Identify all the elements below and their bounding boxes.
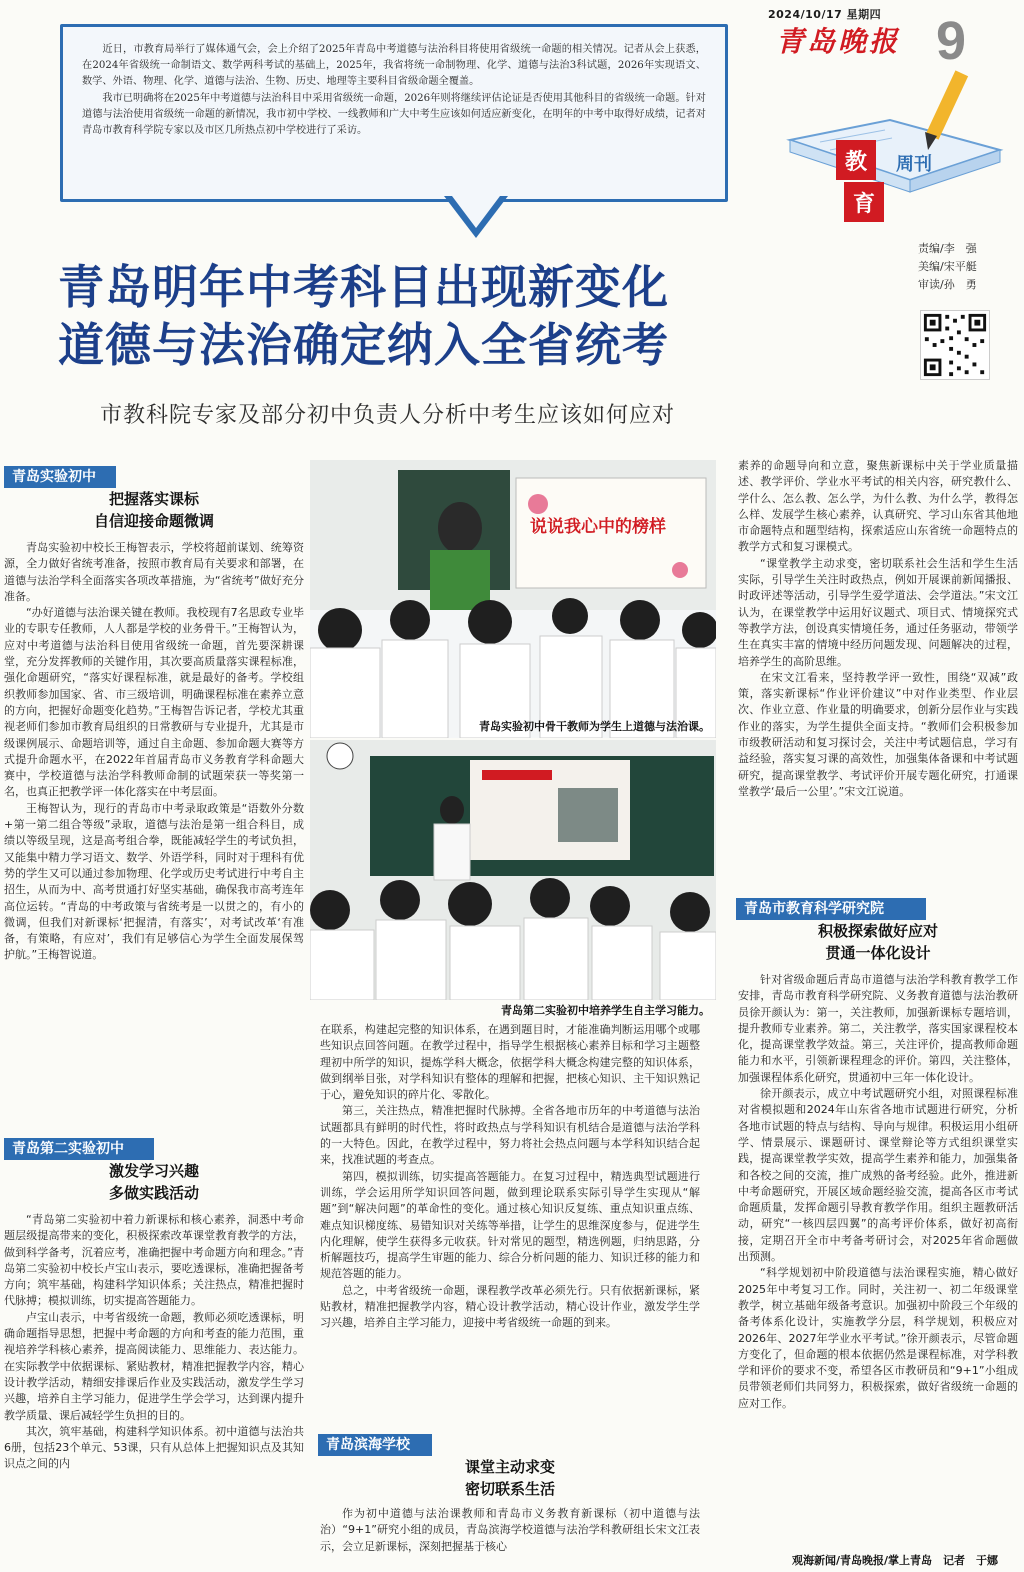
article-paragraph: 作为初中道德与法治课教师和青岛市义务教育新课标（初中道德与法治）“9+1”研究小组的成员，青岛滨海学校道德与法治学科教研组长宋文江表示，会立足新课标，深刻把握基于核心 — [320, 1507, 700, 1553]
intro-pointer-icon — [444, 196, 508, 240]
classroom-photo-1-image — [310, 460, 716, 738]
section-title-line: 多做实践活动 — [108, 1184, 199, 1202]
article-paragraph: 其次，筑牢基础，构建科学知识体系。初中道德与法治共6册，包括23个单元、53课，只有从总体上把握知识点及其知识点之间的内 — [4, 1424, 304, 1471]
section-label-jiaokeyuan: 青岛市教育科学研究院 — [736, 898, 926, 920]
section-title-jiaokeyuan — [738, 920, 1018, 964]
section-label-shiyan: 青岛实验初中 — [4, 466, 116, 488]
headline-line-1: 青岛明年中考科目出现新变化 — [58, 260, 669, 314]
article-paragraph: 王梅智认为，现行的青岛市中考录取政策是“语数外分数+第一第二组合等级”录取，道德与法治是第一组合科目，成绩以等级呈现，这是高考组合拳，既能减轻学生的考试负担，又能集中精力学习语文、数学、外语学科，同时对于理科有优势的学生又可以通过参加物理、化学或历史考试进行中考自主招生，从而为中、高考贯通打好坚实基础，确保我市高考连年高位运转。“青岛的中考政策与省统考是一以贯之的，有小的微调，但我们对新课标‘把握清，有落实’，对考试改革‘有准备，有策略，有应对’，我们有足够信心为学生全面发展保驾护航。”王梅智说道。 — [4, 801, 304, 962]
article-binhai-continued — [738, 458, 1018, 888]
article-paragraph: 第三，关注热点，精准把握时代脉搏。全省各地市历年的中考道德与法治试题都具有鲜明的时代性，将时政热点与学科知识有机结合是道德与法治学科的一大特色。因此，在教学过程中，努力将社会热点问题与本学科知识结合起来，找准试题的考查点。 — [320, 1104, 700, 1167]
article-paragraph: 卢宝山表示，中考省级统一命题，教师必须吃透课标，明确命题指导思想，把握中考命题的方向和考查的能力范围，重视培养学科核心素养，提高阅读能力、思维能力、表达能力。在实际教学中依据课标、紧贴教材，精准把握教学内容，精心设计教学活动，精细安排课后作业及实践活动，激发学生学习兴趣，培养自主学习能力，促进学生学会学习，达到课内提升教学质量、课后减轻学生负担的目的。 — [4, 1310, 304, 1422]
newspaper-masthead: 青岛晚报 — [776, 25, 901, 58]
intro-paragraph-1: 近日，市教育局举行了媒体通气会，会上介绍了2025年青岛中考道德与法治科目将使用省级统一命题的相关情况。记者从会上获悉，在2024年省级统一命制语文、数学两科考试的基础上，2025年，我省将统一命制物理、化学、道德与法治3科试题，2026年实现语文、数学、外语、物理、化学、道德与法治、生物、历史、地理等主要科目省级命题全覆盖。 — [82, 44, 706, 88]
editor-credits — [918, 240, 977, 294]
article-shiyan — [4, 540, 304, 1130]
headline-line-2: 道德与法治确定纳入全省统考 — [58, 318, 669, 372]
article-paragraph: 在宋文江看来，坚持教学评一致性，围绕“双减”政策，落实新课标“作业评价建议”中对作业类型、作业层次、作业立意、作业量的明确要求，创新分层作业与实践作业的落实，为学生提供全面支持。“教师们会积极参加市级教研活动和复习探讨会，关注中考试题信息，学习有益经验，落实复习课的高效性，加强集体备课和中考试题研究，提高课堂教学、考试评价开展专题化研究，打通课堂教学‘最后一公里’。”宋文江说道。 — [738, 670, 1018, 798]
subheadline: 市教科院专家及部分初中负责人分析中考生应该如何应对 — [100, 403, 676, 428]
designer-name: 美编/宋平艇 — [918, 260, 977, 273]
section-label-binhai: 青岛滨海学校 — [318, 1434, 432, 1456]
section-label-dier: 青岛第二实验初中 — [4, 1138, 154, 1160]
issue-date: 2024/10/17 星期四 — [768, 8, 882, 21]
section-title-dier — [4, 1160, 304, 1204]
book-pen-icon — [760, 70, 1022, 230]
qr-code-icon[interactable] — [920, 310, 990, 380]
photo-caption-1: 青岛实验初中骨干教师为学生上道德与法治课。 — [479, 720, 710, 733]
article-binhai — [320, 1506, 700, 1568]
section-title-line: 把握落实课标 — [108, 490, 199, 508]
article-paragraph: “科学规划初中阶段道德与法治课程实施，精心做好2025年中考复习工作。同时，关注初一、初二年级课堂教学，树立基础年级备考意识。加强初中阶段三个年级的备考体系化设计，实施教学分层，科学规划，积极应对2026年、2027年学业水平考试。”徐开颜表示，尽管命题方变化了，但命题的根本依据仍然是课程标准，对学科教学和评价的要求不变，希望各区市教研员和“9+1”小组成员带领老师们共同努力，积极探索，做好省级统一命题的应对工作。 — [738, 1266, 1018, 1410]
section-title-line: 贯通一体化设计 — [825, 944, 931, 962]
article-paragraph: 青岛实验初中校长王梅智表示，学校将超前谋划、统筹资源，全力做好省统考准备，按照市教育局有关要求和部署，在道德与法治学科全面落实各项改革措施，为“省统考”做好充分准备。 — [4, 541, 304, 603]
intro-paragraph-2: 我市已明确将在2025年中考道德与法治科目中采用省级统一命题，2026年则将继续评估论证是否使用其他科目的省级统一命题。针对道德与法治使用省级统一命题的新情况，我市初中学校、一线教师和广大中考生应该如何适应新变化，在明年的中考中取得好成绩，记者对青岛市教育科学院专家以及市区几所热点初中学校进行了采访。 — [82, 92, 706, 137]
headline — [58, 258, 669, 374]
section-title-line: 自信迎接命题微调 — [93, 512, 214, 530]
proofreader-name: 审读/孙 勇 — [918, 278, 977, 291]
article-paragraph: 徐开颜表示，成立中考试题研究小组，对照课程标准对省模拟题和2024年山东省各地市试题进行研究，分析各地市试题的特点与结构、导向与规律。积极运用小组研学、情景展示、课题研讨、课堂辩论等方式组织课堂实践，提高课堂教学实效，提高学生素养和能力，加强集备和各校之间的交流，推广成熟的备考经验。此外，推进新中考命题研究，开展区域命题经验交流，提高各区市考试命题质量，发挥命题引导教育教学作用。组织主题教研活动，研究“一核四层四翼”的高考评价体系，做好初高衔接，定期召开全市中考备考研讨会，对2025年省命题做出预测。 — [738, 1087, 1018, 1264]
article-paragraph: 素养的命题导向和立意，聚焦新课标中关于学业质量描述、教学评价、学业水平考试的相关内容，研究教什么、学什么、怎么教、怎么学，为什么教、为什么学，教得怎么样、发展学生核心素养，认真研究、学习山东省其他地市命题特点和题型结构，探索适应山东省统一命题特点的教学方式和复习课模式。 — [738, 459, 1018, 554]
article-dier-continued — [320, 1022, 700, 1432]
article-paragraph: 总之，中考省级统一命题，课程教学改革必须先行。只有依据新课标，紧贴教材，精准把握教学内容，精心设计教学活动，精心设计作业，激发学生学习兴趣，培养自主学习能力，迎接中考省级统一命题的到来。 — [320, 1283, 700, 1330]
weekly-badge-jiao: 教 — [836, 140, 876, 180]
article-paragraph: “办好道德与法治课关键在教师。我校现有7名思政专业毕业的专职专任教师，人人都是学校的业务骨干。”王梅智认为，应对中考道德与法治科目使用省级统一命题，首先要深耕课堂，充分发挥教师的关键作用，其次要高质量落实课程标准，强化命题研究，“落实好课程标准，就是最好的备考。学校组织教师参加国家、省、市三级培训，明确课程标准在素养立意的方向，把握好命题变化趋势。”王梅智告诉记者，学校尤其重视老师们参加市教育局组织的日常教研与专业提升，尤其是市级课例展示、命题培训等，通过自主命题、参加命题大赛等方式提升命题水平，在2022年首届青岛市义务教育学科命题大赛中，学校道德与法治学科教师命制的试题荣获一等奖第一名，也真正把教学评一体化落实在中考层面。 — [4, 606, 304, 799]
article-paragraph: “青岛第二实验初中着力新课标和核心素养，洞悉中考命题层级提高带来的变化，积极探索改革课堂教育教学的方法，做到科学备考，沉着应考，准确把握中考命题方向和理念。”青岛第二实验初中校长卢宝山表示，要吃透课标，准确把握备考方向；筑牢基础，构建科学知识体系；关注热点，精准把握时代脉搏；模拟训练，切实提高答题能力。 — [4, 1213, 304, 1308]
section-title-line: 课堂主动求变 — [464, 1458, 555, 1476]
board-slogan: 说说我心中的榜样 — [530, 517, 666, 537]
reporter-credit: 观海新闻/青岛晚报/掌上青岛 记者 于娜 — [792, 1554, 999, 1567]
classroom-photo-2-image — [310, 740, 716, 1000]
article-paragraph: 在联系，构建起完整的知识体系，在遇到题目时，才能准确判断运用哪个或哪些知识点回答问题。在教学过程中，指导学生根据核心素养目标和学习主题整理初中所学的知识，提炼学科大概念，依据学科大概念构建完整的知识体系，做到纲举目张，对学科知识有整体的理解和把握，把核心知识、主干知识熟记于心，避免知识的碎片化、零散化。 — [320, 1023, 700, 1102]
article-jiaokeyuan — [738, 972, 1018, 1544]
section-title-line: 激发学习兴趣 — [108, 1162, 199, 1180]
weekly-label: 周刊 — [896, 154, 932, 175]
weekly-badge-yu: 育 — [844, 182, 884, 222]
article-paragraph: 针对省级命题后青岛市道德与法治学科教育教学工作安排，青岛市教育科学研究院、义务教育道德与法治教研员徐开颜认为：第一，关注教师，加强新课标专题培训，提升教师专业素养。第二，关注教学，落实国家课程校本化，提高课堂教学效益。第三，关注评价，提高教师命题能力和水平，引领新课程理念的评价。第四，关注整体，加强课程体系化研究，贯通初中三年一体化设计。 — [738, 973, 1018, 1084]
classroom-photo-1 — [310, 460, 716, 738]
photo-caption-2: 青岛第二实验初中培养学生自主学习能力。 — [501, 1004, 710, 1017]
editor-name: 责编/李 强 — [918, 242, 977, 255]
article-paragraph: “课堂教学主动求变，密切联系社会生活和学生生活实际，引导学生关注时政热点，例如开展课前新闻播报、时政评述等活动，引导学生爱学道法、会学道法。”宋文江认为，在课堂教学中运用好议题式、项目式、情境探究式等教学方法，创设真实情境任务，通过任务驱动，带领学生在真实丰富的情境中经历问题发现、问题解决的过程，培养学生的高阶思维。 — [738, 556, 1018, 668]
page-number: 9 — [936, 11, 967, 71]
section-title-binhai — [320, 1456, 700, 1500]
section-title-line: 密切联系生活 — [464, 1480, 555, 1498]
article-paragraph: 第四，模拟训练，切实提高答题能力。在复习过程中，精选典型试题进行训练，学会运用所学知识回答问题，做到理论联系实际引导学生实现从“解题”到“解决问题”的革命性的变化。通过核心知识反复练、重点知识重点练、难点知识梯度练、易错知识对关练等举措，让学生的思维深度参与，促进学生内化理解，使学生获得多元收获。针对常见的题型，精选例题，归纳思路，分析解题技巧，提高学生审题的能力、综合分析问题的能力、知识迁移的能力和规范答题的能力。 — [320, 1169, 700, 1281]
section-title-line: 积极探索做好应对 — [817, 922, 938, 940]
classroom-photo-2 — [310, 740, 716, 1000]
intro-text — [82, 42, 706, 139]
article-dier — [4, 1212, 304, 1568]
section-title-shiyan — [4, 488, 304, 532]
